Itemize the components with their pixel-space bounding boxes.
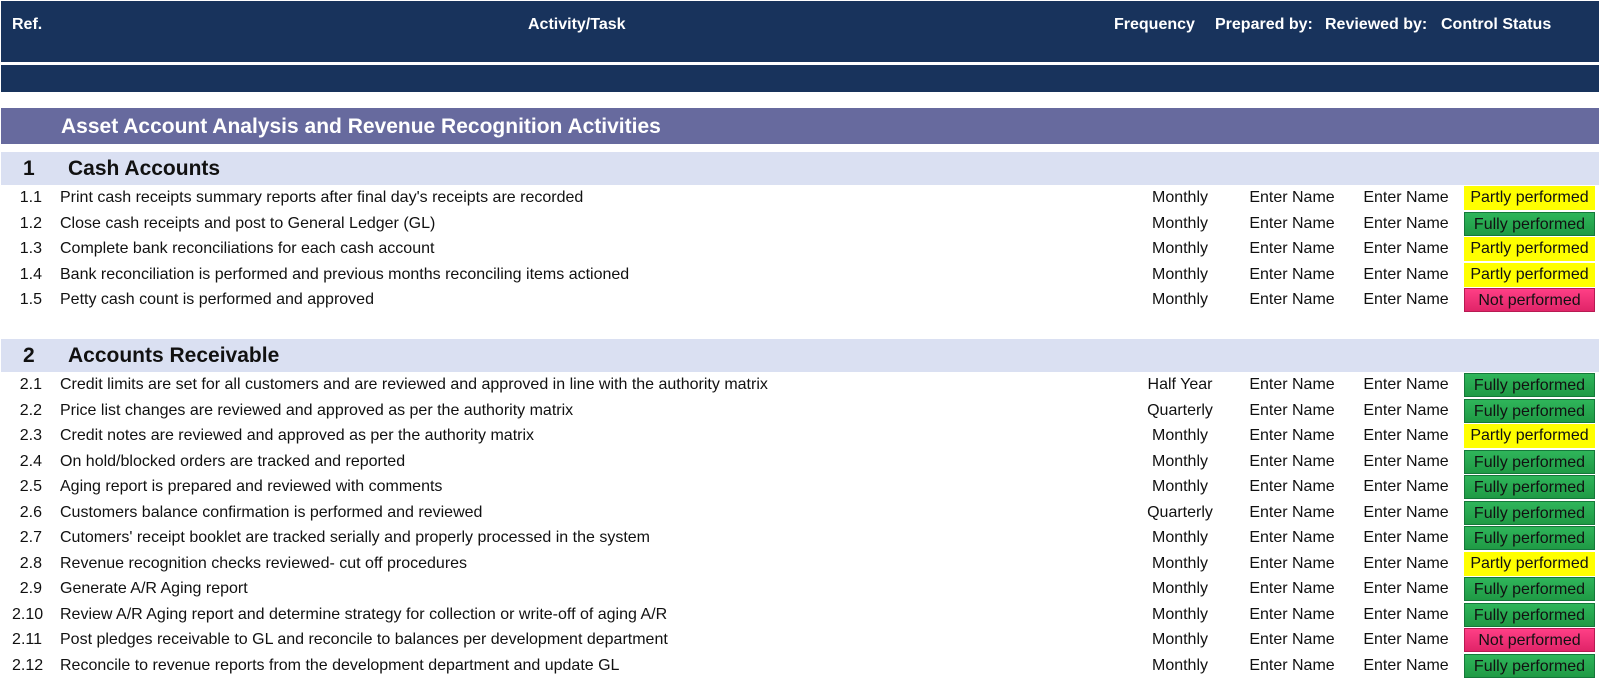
control-status-badge[interactable]: Fully performed bbox=[1464, 501, 1595, 525]
row-frequency: Monthly bbox=[1151, 554, 1209, 572]
row-task: Close cash receipts and post to General Ledger (GL) bbox=[60, 214, 436, 232]
reviewed-by-cell[interactable]: Enter Name bbox=[1363, 656, 1449, 674]
row-task: Credit notes are reviewed and approved as per the authority matrix bbox=[60, 427, 535, 444]
row-task: Review A/R Aging report and determine strategy for collection or write-off of aging A/R bbox=[60, 605, 668, 623]
section-number: 2 bbox=[23, 344, 35, 367]
row-task: Generate A/R Aging report bbox=[60, 580, 248, 597]
prepared-by-cell[interactable]: Enter Name bbox=[1249, 503, 1335, 521]
row-ref: 1.4 bbox=[19, 265, 42, 283]
table-row bbox=[0, 500, 1600, 526]
row-task: Post pledges receivable to GL and reconcile to balances per development department bbox=[60, 631, 668, 648]
table-row bbox=[0, 423, 1600, 449]
row-ref: 2.4 bbox=[19, 452, 42, 470]
row-ref: 1.1 bbox=[19, 189, 42, 206]
table-header bbox=[1, 1, 1599, 62]
prepared-by-cell[interactable]: Enter Name bbox=[1249, 631, 1335, 648]
table-row bbox=[0, 525, 1600, 551]
row-frequency: Quarterly bbox=[1147, 503, 1213, 521]
row-task: On hold/blocked orders are tracked and reported bbox=[60, 452, 406, 470]
reviewed-by-cell[interactable]: Enter Name bbox=[1363, 189, 1449, 206]
row-frequency: Monthly bbox=[1151, 291, 1209, 308]
table-row bbox=[0, 372, 1600, 398]
row-ref: 2.3 bbox=[19, 427, 42, 444]
row-ref: 2.5 bbox=[19, 478, 42, 495]
header-band bbox=[1, 65, 1599, 92]
reviewed-by-cell[interactable]: Enter Name bbox=[1363, 554, 1449, 572]
table-row bbox=[0, 287, 1600, 313]
table-row bbox=[0, 602, 1600, 628]
reviewed-by-cell[interactable]: Enter Name bbox=[1363, 427, 1449, 444]
table-row bbox=[0, 449, 1600, 475]
prepared-by-cell[interactable]: Enter Name bbox=[1249, 656, 1335, 674]
row-task: Petty cash count is performed and approved bbox=[60, 291, 374, 308]
control-status-badge[interactable]: Not performed bbox=[1464, 628, 1595, 652]
prepared-by-cell[interactable]: Enter Name bbox=[1249, 478, 1335, 495]
control-status-badge[interactable]: Partly performed bbox=[1464, 186, 1595, 210]
prepared-by-cell[interactable]: Enter Name bbox=[1249, 291, 1335, 308]
row-ref: 2.6 bbox=[19, 503, 42, 521]
row-ref: 1.3 bbox=[19, 240, 42, 257]
prepared-by-cell[interactable]: Enter Name bbox=[1249, 605, 1335, 623]
prepared-by-cell[interactable]: Enter Name bbox=[1249, 554, 1335, 572]
reviewed-by-cell[interactable]: Enter Name bbox=[1363, 452, 1449, 470]
control-status-badge[interactable]: Fully performed bbox=[1464, 526, 1595, 550]
row-task: Cutomers' receipt booklet are tracked serially and properly processed in the system bbox=[60, 529, 650, 546]
prepared-by-cell[interactable]: Enter Name bbox=[1249, 240, 1335, 257]
control-status-badge[interactable]: Not performed bbox=[1464, 288, 1595, 312]
header-reviewed-by: Reviewed by: bbox=[1325, 16, 1428, 33]
row-ref: 1.2 bbox=[19, 214, 42, 232]
prepared-by-cell[interactable]: Enter Name bbox=[1249, 452, 1335, 470]
header-activity: Activity/Task bbox=[528, 16, 626, 33]
reviewed-by-cell[interactable]: Enter Name bbox=[1363, 478, 1449, 495]
row-ref: 2.12 bbox=[12, 656, 44, 674]
category-banner bbox=[1, 108, 1599, 144]
control-status-badge[interactable]: Partly performed bbox=[1464, 424, 1595, 448]
row-frequency: Quarterly bbox=[1147, 401, 1213, 419]
row-ref: 2.10 bbox=[12, 605, 44, 623]
section-header-accounts-receivable bbox=[1, 339, 1599, 372]
row-ref: 2.8 bbox=[19, 554, 42, 572]
row-ref: 2.9 bbox=[19, 580, 42, 597]
row-frequency: Monthly bbox=[1151, 427, 1209, 444]
section-title: Cash Accounts bbox=[68, 157, 221, 180]
row-frequency: Monthly bbox=[1151, 240, 1209, 257]
row-ref: 2.2 bbox=[19, 401, 42, 419]
table-row bbox=[0, 185, 1600, 211]
table-row bbox=[0, 262, 1600, 288]
control-status-badge[interactable]: Fully performed bbox=[1464, 577, 1595, 601]
table-row bbox=[0, 398, 1600, 424]
prepared-by-cell[interactable]: Enter Name bbox=[1249, 265, 1335, 283]
header-ref: Ref. bbox=[12, 16, 43, 33]
row-frequency: Monthly bbox=[1151, 265, 1209, 283]
control-status-badge[interactable]: Partly performed bbox=[1464, 552, 1595, 576]
row-task: Revenue recognition checks reviewed- cut off procedures bbox=[60, 554, 468, 572]
table-row bbox=[0, 627, 1600, 653]
table-row bbox=[0, 211, 1600, 237]
prepared-by-cell[interactable]: Enter Name bbox=[1249, 401, 1335, 419]
reviewed-by-cell[interactable]: Enter Name bbox=[1363, 291, 1449, 308]
row-frequency: Monthly bbox=[1151, 189, 1209, 206]
row-frequency: Monthly bbox=[1151, 452, 1209, 470]
table-row bbox=[0, 236, 1600, 262]
control-status-badge[interactable]: Fully performed bbox=[1464, 373, 1595, 397]
row-frequency: Half Year bbox=[1147, 376, 1213, 393]
header-frequency: Frequency bbox=[1114, 16, 1195, 33]
prepared-by-cell[interactable]: Enter Name bbox=[1249, 427, 1335, 444]
table-row bbox=[0, 576, 1600, 602]
prepared-by-cell[interactable]: Enter Name bbox=[1249, 529, 1335, 546]
reviewed-by-cell[interactable]: Enter Name bbox=[1363, 240, 1449, 257]
row-ref: 1.5 bbox=[19, 291, 42, 308]
section-number: 1 bbox=[23, 157, 35, 180]
row-ref: 2.11 bbox=[12, 631, 42, 648]
row-task: Price list changes are reviewed and approved as per the authority matrix bbox=[60, 401, 574, 419]
table-row bbox=[0, 551, 1600, 577]
header-prepared-by: Prepared by: bbox=[1215, 16, 1313, 33]
reviewed-by-cell[interactable]: Enter Name bbox=[1363, 605, 1449, 623]
reviewed-by-cell[interactable]: Enter Name bbox=[1363, 631, 1449, 648]
control-status-badge[interactable]: Partly performed bbox=[1464, 263, 1595, 287]
control-status-badge[interactable]: Fully performed bbox=[1464, 399, 1595, 423]
control-status-badge[interactable]: Fully performed bbox=[1464, 603, 1595, 627]
prepared-by-cell[interactable]: Enter Name bbox=[1249, 214, 1335, 232]
row-task: Reconcile to revenue reports from the development department and update GL bbox=[60, 656, 620, 674]
reviewed-by-cell[interactable]: Enter Name bbox=[1363, 376, 1449, 393]
row-task: Bank reconciliation is performed and previous months reconciling items actioned bbox=[60, 265, 630, 283]
prepared-by-cell[interactable]: Enter Name bbox=[1249, 189, 1335, 206]
row-task: Aging report is prepared and reviewed with comments bbox=[60, 478, 443, 495]
control-status-badge[interactable]: Fully performed bbox=[1464, 450, 1595, 474]
row-task: Complete bank reconciliations for each cash account bbox=[60, 240, 435, 257]
reviewed-by-cell[interactable]: Enter Name bbox=[1363, 580, 1449, 597]
reviewed-by-cell[interactable]: Enter Name bbox=[1363, 265, 1449, 283]
control-status-badge[interactable]: Fully performed bbox=[1464, 654, 1595, 678]
row-frequency: Monthly bbox=[1151, 656, 1209, 674]
row-task: Customers balance confirmation is performed and reviewed bbox=[60, 503, 483, 521]
row-ref: 2.7 bbox=[19, 529, 42, 546]
reviewed-by-cell[interactable]: Enter Name bbox=[1363, 529, 1449, 546]
prepared-by-cell[interactable]: Enter Name bbox=[1249, 376, 1335, 393]
prepared-by-cell[interactable]: Enter Name bbox=[1249, 580, 1335, 597]
reviewed-by-cell[interactable]: Enter Name bbox=[1363, 503, 1449, 521]
row-frequency: Monthly bbox=[1151, 580, 1209, 597]
row-frequency: Monthly bbox=[1151, 214, 1209, 232]
table-row bbox=[0, 653, 1600, 679]
reviewed-by-cell[interactable]: Enter Name bbox=[1363, 401, 1449, 419]
control-status-badge[interactable]: Fully performed bbox=[1464, 475, 1595, 499]
row-ref: 2.1 bbox=[19, 376, 42, 393]
row-frequency: Monthly bbox=[1151, 631, 1209, 648]
control-status-badge[interactable]: Partly performed bbox=[1464, 237, 1595, 261]
section-header-cash-accounts bbox=[1, 152, 1599, 185]
banner-title: Asset Account Analysis and Revenue Recognition Activities bbox=[61, 115, 661, 138]
row-frequency: Monthly bbox=[1151, 605, 1209, 623]
reviewed-by-cell[interactable]: Enter Name bbox=[1363, 214, 1449, 232]
row-frequency: Monthly bbox=[1151, 529, 1209, 546]
row-task: Credit limits are set for all customers and are reviewed and approved in line with the authority matrix bbox=[60, 376, 768, 393]
header-control-status: Control Status bbox=[1441, 16, 1552, 33]
section-title: Accounts Receivable bbox=[68, 344, 280, 367]
table-row bbox=[0, 474, 1600, 500]
row-task: Print cash receipts summary reports after final day's receipts are recorded bbox=[60, 189, 584, 206]
row-frequency: Monthly bbox=[1151, 478, 1209, 495]
control-status-badge[interactable]: Fully performed bbox=[1464, 212, 1595, 236]
